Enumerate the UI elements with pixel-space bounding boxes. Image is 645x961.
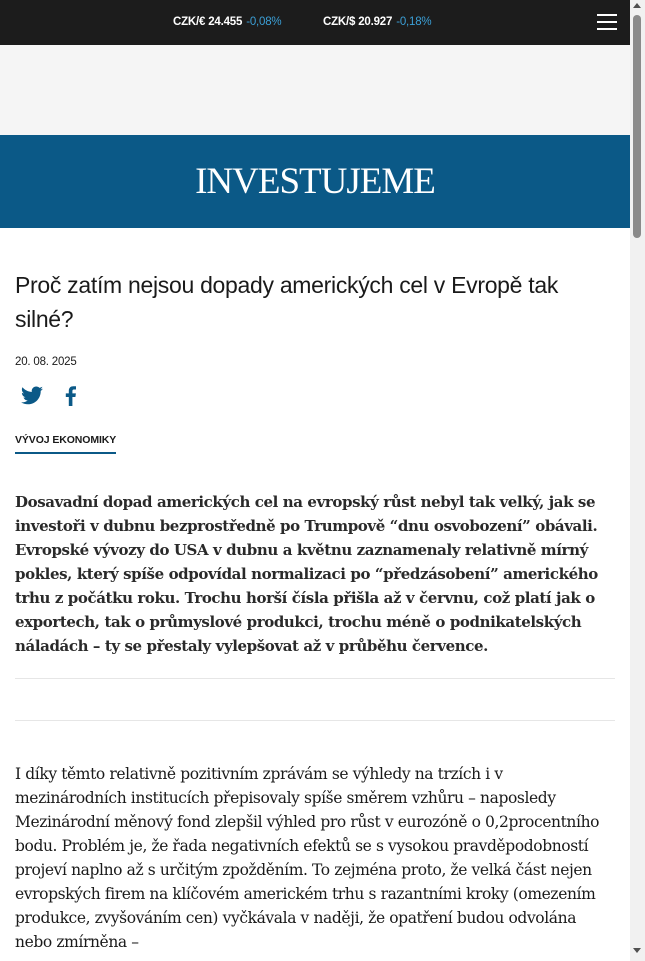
page-title: Proč zatím nejsou dopady amerických cel v Evropě tak silné? — [15, 272, 559, 332]
divider — [15, 720, 615, 721]
divider — [15, 678, 615, 679]
scroll-down-arrow-icon[interactable] — [633, 948, 641, 953]
ticker-eur — [173, 16, 281, 28]
share-buttons — [15, 384, 615, 414]
ticker-eur-label: CZK/€ 24.455 — [173, 16, 243, 28]
ad-placeholder — [0, 45, 630, 135]
site-logo[interactable]: INVESTUJEME — [195, 161, 435, 202]
twitter-icon[interactable] — [20, 384, 44, 408]
article — [15, 268, 615, 954]
ticker-usd-label: CZK/$ 20.927 — [323, 16, 393, 28]
hamburger-icon[interactable] — [597, 14, 617, 31]
ticker-eur-change: -0,08% — [246, 16, 282, 28]
scroll-up-arrow-icon[interactable] — [633, 3, 641, 8]
article-date: 20. 08. 2025 — [15, 356, 77, 368]
ticker-usd — [323, 16, 431, 28]
article-body: I díky těmto relativně pozitivním zprávám se výhledy na trzích i v mezinárodních institucích přepisovaly spíše směrem vzhůru – naposledy Mezinárodní měnový fond zlepšil výhled pro růst v eurozóně o 0,2procentního bodu. Problém je, že řada negativních efektů se s vysokou pravděpodobností projeví naplno až s určitým zpožděním. To zejména proto, že velká část nejen evropských firem na klíčovém americkém trhu s razantními kroky (omezením produkce, zvyšováním cen) vyčkávala v naději, že opatření budou odvolána nebo zmírněna – — [15, 765, 600, 951]
article-lead: Dosavadní dopad amerických cel na evropský růst nebyl tak velký, jak se investoři v dubnu bezprostředně po Trumpově “dnu osvobození” obávali. Evropské vývozy do USA v dubnu a květnu zaznamenaly relativně mírný pokles, který spíše odpovídal normalizaci po “předzásobení” amerického trhu z počátku roku. Trochu horší čísla přišla až v červnu, což platí jak o exportech, tak o průmyslové produkci, trochu méně o podnikatelských náladách – ty se přestaly vylepšovat až v průběhu července. — [15, 493, 598, 655]
facebook-icon[interactable] — [59, 384, 83, 408]
ticker-usd-change: -0,18% — [396, 16, 432, 28]
category-link[interactable]: VÝVOJ EKONOMIKY — [15, 434, 116, 454]
top-bar — [0, 0, 630, 45]
scrollbar[interactable] — [630, 0, 645, 961]
scrollbar-thumb[interactable] — [633, 15, 641, 238]
